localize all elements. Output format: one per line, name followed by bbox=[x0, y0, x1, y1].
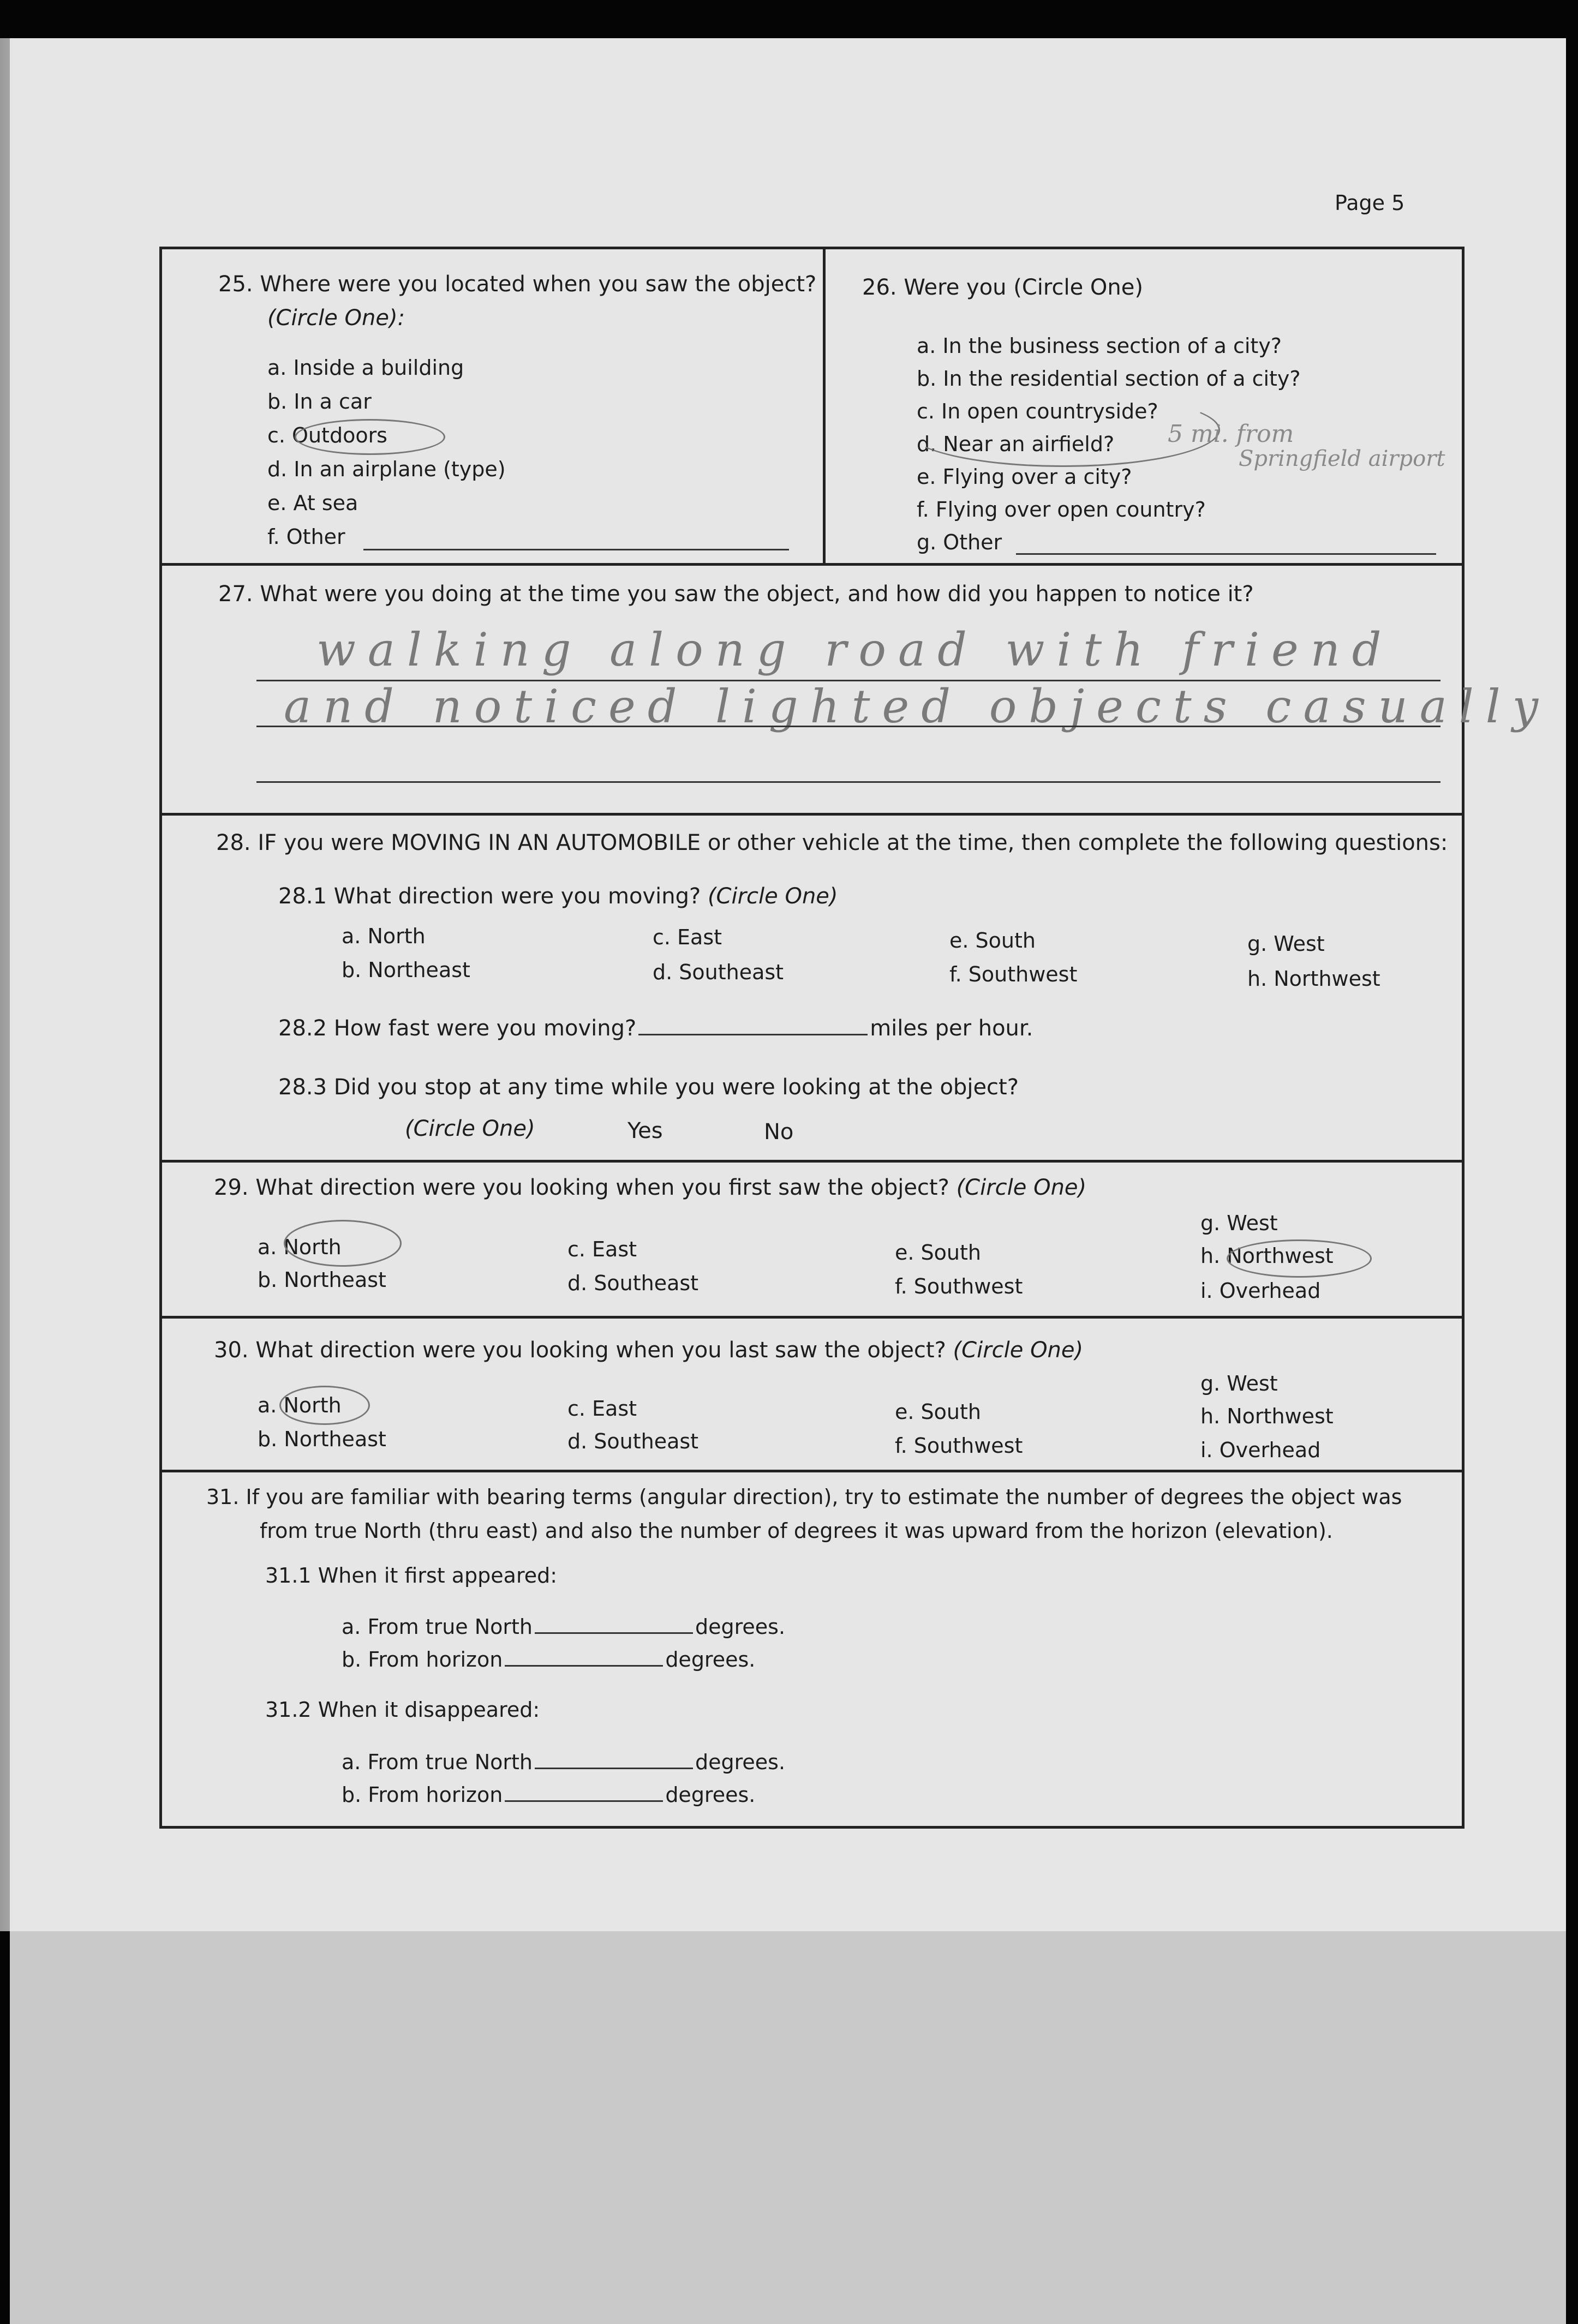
q26-option[interactable]: e. Flying over a city? bbox=[917, 465, 1132, 489]
divider-q29 bbox=[159, 1160, 1465, 1163]
q25-option[interactable]: b. In a car bbox=[267, 390, 372, 414]
q31-question-line: from true North (thru east) and also the number of degrees it was upward from the horizon (elevation). bbox=[260, 1519, 1333, 1543]
q31-2-label: 31.2 When it disappeared: bbox=[265, 1698, 540, 1722]
q31-1-b-row bbox=[342, 1648, 755, 1672]
divider-q31 bbox=[159, 1470, 1465, 1472]
q30-option[interactable]: d. Southeast bbox=[567, 1429, 699, 1453]
q29-option[interactable]: c. East bbox=[567, 1237, 637, 1261]
q26-option[interactable]: a. In the business section of a city? bbox=[917, 334, 1282, 358]
q29-question-row bbox=[214, 1175, 1086, 1200]
q29-option-marked[interactable]: h. Northwest bbox=[1200, 1244, 1334, 1268]
q26-option[interactable]: b. In the residential section of a city? bbox=[917, 367, 1301, 391]
q29-option-selected[interactable]: a. North bbox=[258, 1235, 342, 1259]
q31-2-a-suffix: degrees. bbox=[695, 1750, 786, 1774]
speed-input-line[interactable] bbox=[638, 1034, 868, 1035]
elevation-input-line[interactable] bbox=[505, 1665, 663, 1667]
q25-option[interactable]: e. At sea bbox=[267, 491, 358, 515]
q29-question: 29. What direction were you looking when you first saw the object? bbox=[214, 1175, 949, 1200]
hand-drawn-circle-mark bbox=[284, 1220, 402, 1267]
q26-option[interactable]: f. Flying over open country? bbox=[917, 498, 1206, 522]
yes-option[interactable]: Yes bbox=[627, 1118, 663, 1143]
q30-option[interactable]: g. West bbox=[1200, 1371, 1278, 1395]
no-option[interactable]: No bbox=[764, 1119, 794, 1145]
q28-intro-caps: MOVING IN AN AUTOMOBILE bbox=[391, 830, 701, 855]
q30-option[interactable]: c. East bbox=[567, 1397, 637, 1421]
page-number: Page 5 bbox=[1335, 191, 1405, 215]
q31-1-a-row bbox=[342, 1615, 785, 1639]
q28-number: 28. bbox=[216, 830, 251, 855]
q31-2-b-row bbox=[342, 1783, 755, 1807]
q30-question-row bbox=[214, 1338, 1083, 1363]
divider-q25-q26 bbox=[823, 247, 826, 563]
handwritten-answer: and noticed lighted objects casually bbox=[284, 680, 1551, 733]
q29-option[interactable]: i. Overhead bbox=[1200, 1279, 1321, 1303]
q31-question-line: 31. If you are familiar with bearing terms (angular direction), try to estimate the number of degrees the object was bbox=[206, 1485, 1402, 1509]
q30-instruction: (Circle One) bbox=[953, 1338, 1084, 1363]
q28-intro-post: or other vehicle at the time, then complete the following questions: bbox=[707, 830, 1448, 855]
q30-option[interactable]: f. Southwest bbox=[895, 1434, 1023, 1458]
elevation-input-line[interactable] bbox=[505, 1800, 663, 1802]
q28-3-question: 28.3 Did you stop at any time while you were looking at the object? bbox=[278, 1075, 1019, 1100]
q26-other-line[interactable] bbox=[1016, 553, 1436, 555]
divider-q27 bbox=[159, 563, 1465, 566]
handwritten-note: 5 mi. from bbox=[1168, 420, 1294, 448]
divider-q28 bbox=[159, 813, 1465, 816]
q31-1-a-label: a. From true North bbox=[342, 1615, 533, 1639]
q28-option[interactable]: f. Southwest bbox=[949, 962, 1078, 986]
q26-option[interactable]: c. In open countryside? bbox=[917, 399, 1158, 423]
q29-option[interactable]: f. Southwest bbox=[895, 1274, 1023, 1298]
q28-intro-pre: IF you were bbox=[258, 830, 384, 855]
q28-1-instruction: (Circle One) bbox=[707, 884, 838, 909]
handwritten-answer: walking along road with friend bbox=[316, 623, 1394, 676]
q29-option[interactable]: d. Southeast bbox=[567, 1271, 699, 1295]
hand-drawn-circle-mark bbox=[295, 419, 445, 455]
q27-question: 27. What were you doing at the time you saw the object, and how did you happen to notice it? bbox=[218, 582, 1254, 607]
q28-option[interactable]: d. Southeast bbox=[653, 960, 784, 984]
q28-option[interactable]: e. South bbox=[949, 929, 1036, 953]
answer-line[interactable] bbox=[256, 726, 1440, 727]
q31-2-b-label: b. From horizon bbox=[342, 1783, 503, 1807]
q30-option[interactable]: i. Overhead bbox=[1200, 1438, 1321, 1462]
q28-option[interactable]: h. Northwest bbox=[1247, 967, 1380, 991]
q25-option[interactable]: a. Inside a building bbox=[267, 356, 464, 380]
q31-1-a-suffix: degrees. bbox=[695, 1615, 786, 1639]
bearing-input-line[interactable] bbox=[535, 1768, 693, 1769]
q28-1-label: 28.1 What direction were you moving? bbox=[278, 884, 701, 909]
q31-1-b-suffix: degrees. bbox=[665, 1648, 756, 1672]
q28-2-question bbox=[278, 1016, 1033, 1041]
q28-3-instruction: (Circle One) bbox=[405, 1116, 535, 1141]
q30-option[interactable]: b. Northeast bbox=[258, 1427, 386, 1451]
q28-option[interactable]: g. West bbox=[1247, 932, 1325, 956]
q26-question: 26. Were you (Circle One) bbox=[862, 275, 1143, 300]
q25-option[interactable]: d. In an airplane (type) bbox=[267, 457, 506, 481]
q26-option[interactable]: g. Other bbox=[917, 530, 1002, 554]
q25-option[interactable]: f. Other bbox=[267, 525, 345, 549]
q31-2-b-suffix: degrees. bbox=[665, 1783, 756, 1807]
q29-instruction: (Circle One) bbox=[956, 1175, 1087, 1200]
q31-1-label: 31.1 When it first appeared: bbox=[265, 1564, 558, 1588]
q31-1-b-label: b. From horizon bbox=[342, 1648, 503, 1672]
q30-question: 30. What direction were you looking when you last saw the object? bbox=[214, 1338, 946, 1363]
q28-2-suffix: miles per hour. bbox=[870, 1016, 1033, 1041]
q30-option[interactable]: e. South bbox=[895, 1400, 981, 1424]
q25-instruction: (Circle One): bbox=[267, 306, 405, 331]
q29-option[interactable]: e. South bbox=[895, 1241, 981, 1265]
q29-option[interactable]: g. West bbox=[1200, 1211, 1278, 1235]
scan-background bbox=[10, 1931, 1566, 2324]
q31-2-a-label: a. From true North bbox=[342, 1750, 533, 1774]
hand-drawn-circle-mark bbox=[1227, 1239, 1372, 1278]
q28-2-label: 28.2 How fast were you moving? bbox=[278, 1016, 637, 1041]
handwritten-note: Springfield airport bbox=[1239, 446, 1445, 471]
q28-1-question bbox=[278, 884, 838, 909]
q25-option-selected[interactable]: c. Outdoors bbox=[267, 423, 387, 447]
divider-q30 bbox=[159, 1316, 1465, 1319]
hand-drawn-circle-mark bbox=[279, 1386, 370, 1425]
bearing-input-line[interactable] bbox=[535, 1632, 693, 1634]
answer-line[interactable] bbox=[256, 781, 1440, 783]
q25-question: 25. Where were you located when you saw the object? bbox=[218, 272, 817, 297]
q30-option[interactable]: h. Northwest bbox=[1200, 1404, 1334, 1428]
q30-option-selected[interactable]: a. North bbox=[258, 1393, 342, 1417]
q25-other-line[interactable] bbox=[363, 549, 789, 550]
q28-option[interactable]: a. North bbox=[342, 924, 426, 948]
q29-option[interactable]: b. Northeast bbox=[258, 1268, 386, 1292]
q26-option-selected[interactable]: d. Near an airfield? bbox=[917, 432, 1115, 456]
q28-option[interactable]: b. Northeast bbox=[342, 958, 470, 982]
q28-intro bbox=[216, 830, 1448, 855]
q28-option[interactable]: c. East bbox=[653, 925, 722, 949]
q31-2-a-row bbox=[342, 1750, 785, 1774]
